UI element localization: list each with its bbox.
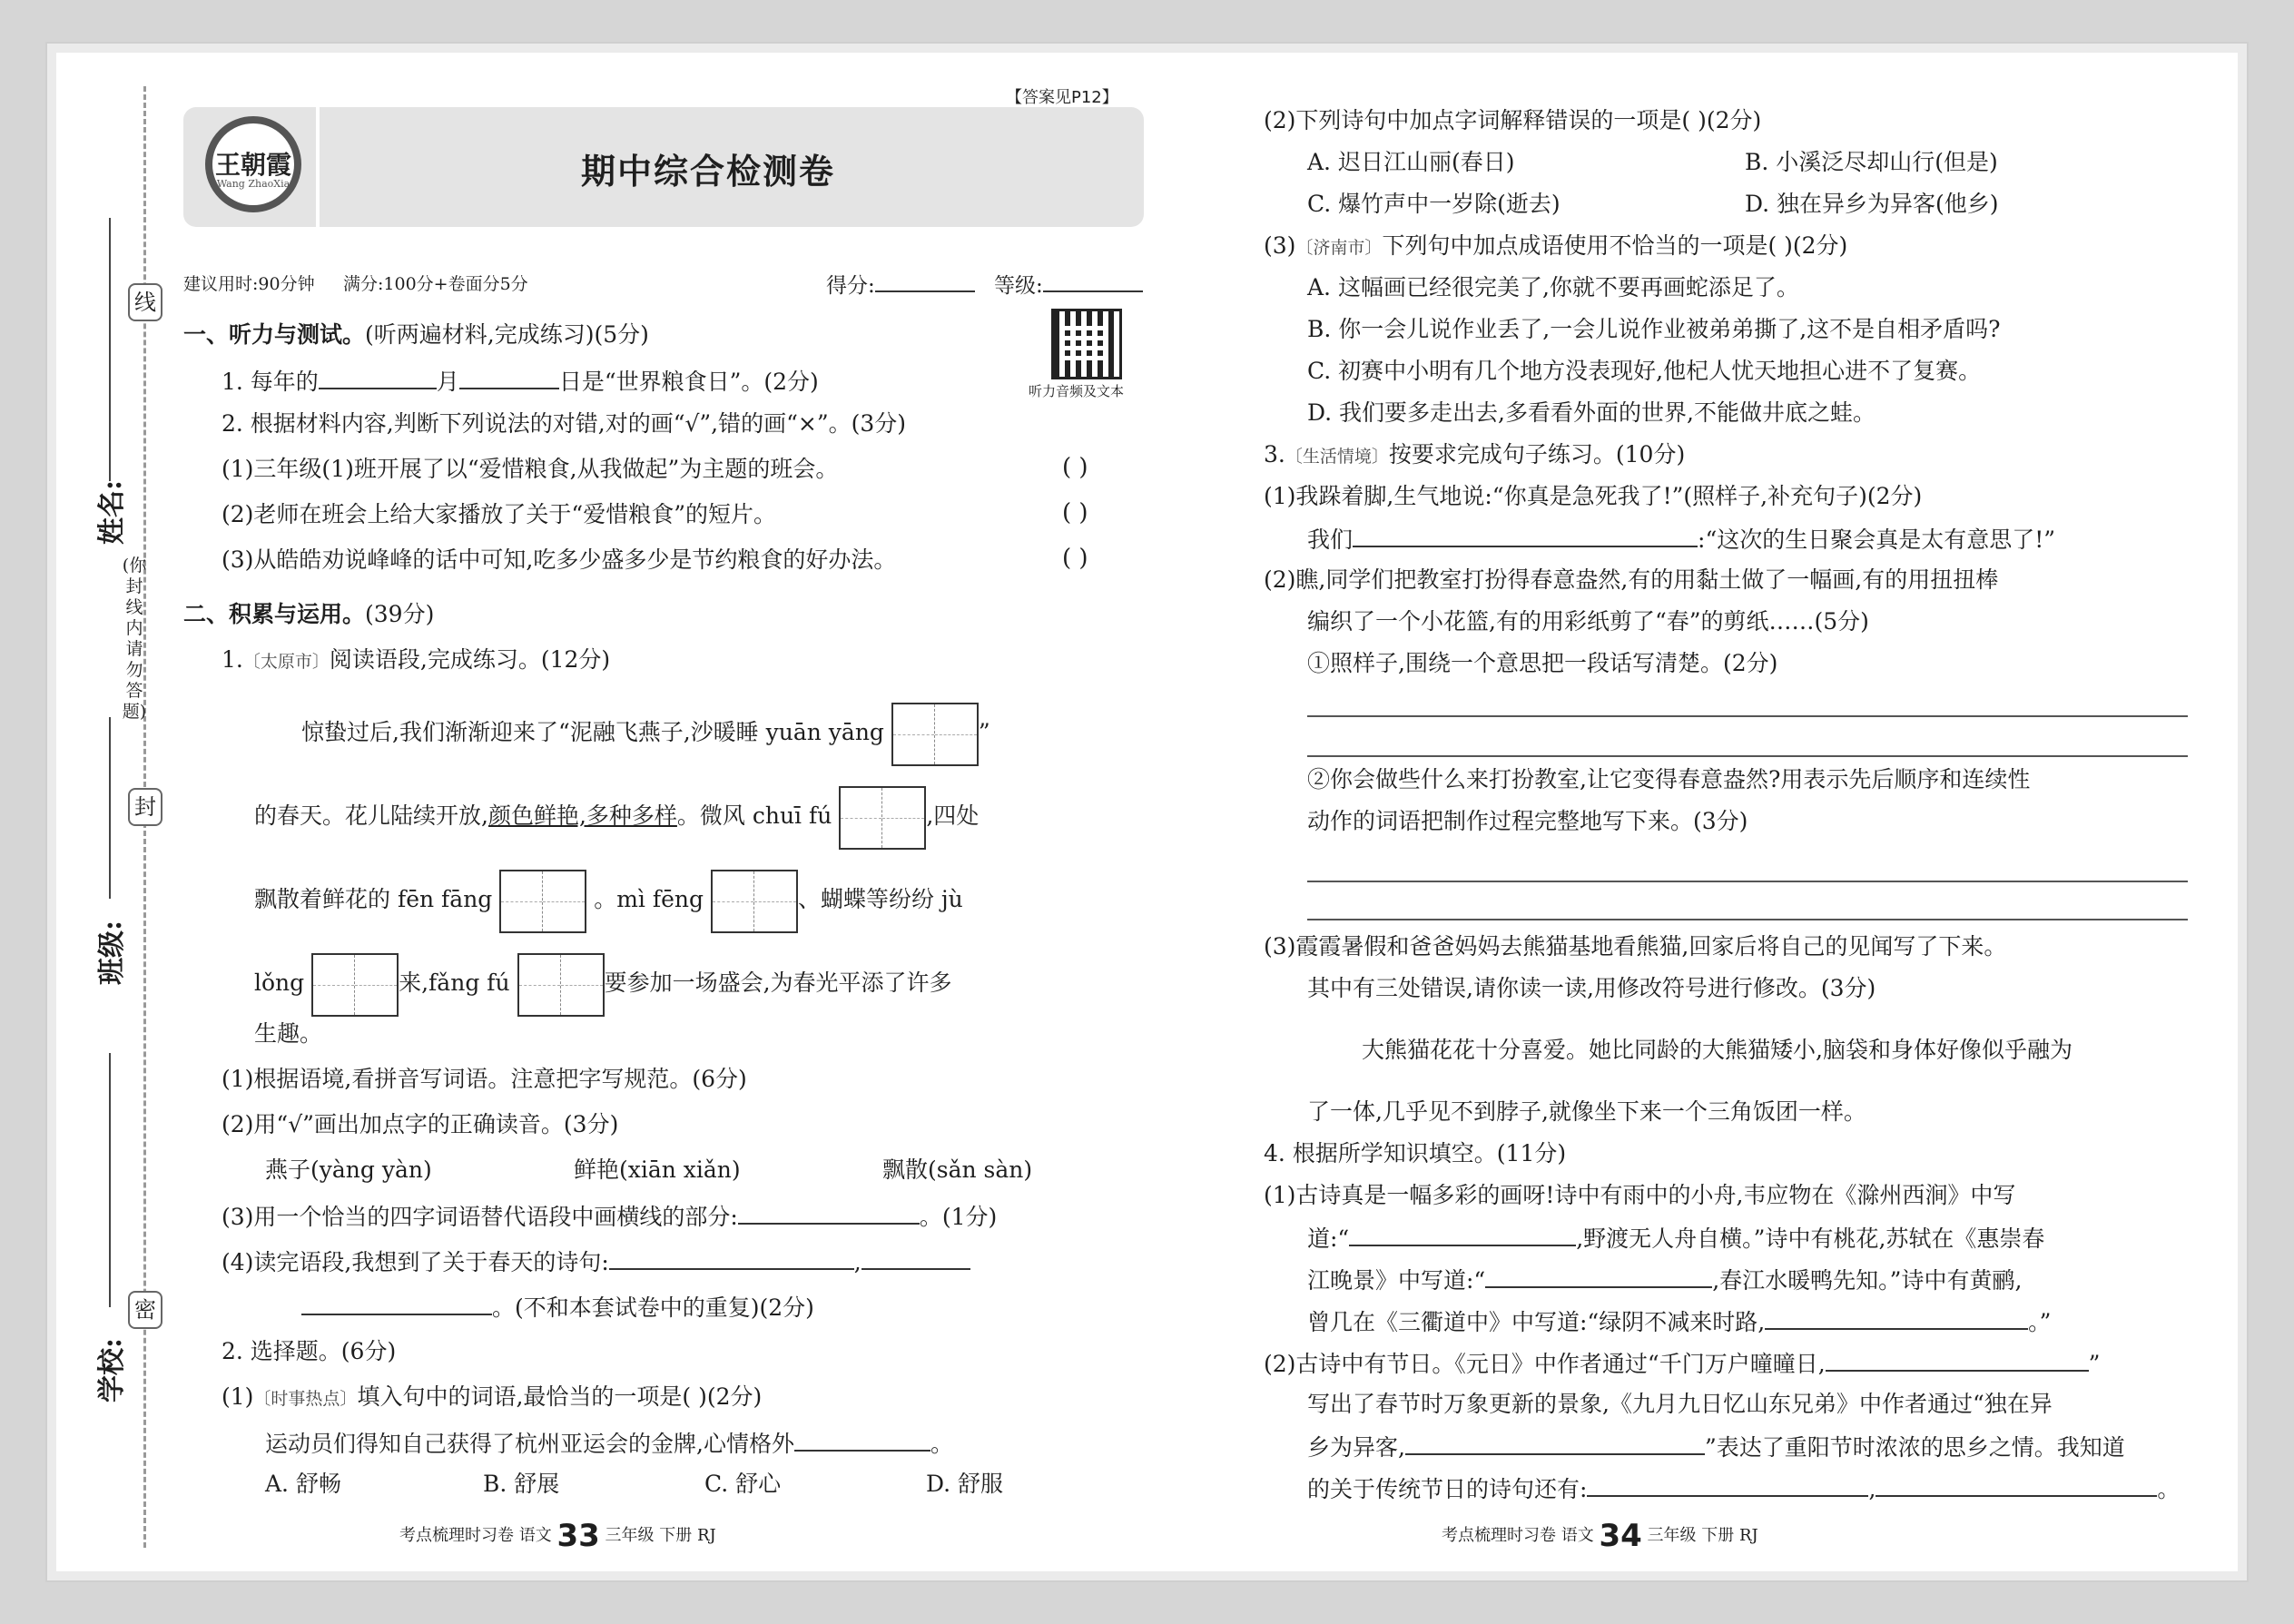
q2-2-2: (2)下列诗句中加点字词解释错误的一项是( )(2分): [1264, 107, 1762, 133]
answer-reference: 【答案见P12】: [1006, 88, 1118, 107]
q1-text-b: 月: [436, 369, 459, 395]
underlined-phrase: 颜色鲜艳,多种多样: [487, 802, 677, 829]
footer-text: 考点梳理时习卷 语文: [1442, 1526, 1594, 1545]
pinyin-answer-grid[interactable]: [711, 870, 798, 933]
q4-1-line3: [1307, 1264, 2022, 1296]
q4-text: 的关于传统节日的诗句还有:: [1307, 1476, 1588, 1502]
q3-1-text-a: 我们: [1307, 527, 1354, 553]
footer-right: [1442, 1518, 1758, 1554]
passage-text: 、蝴蝶等纷纷 jù: [797, 886, 963, 912]
choice-option[interactable]: A. 这幅画已经很完美了,你就不要再画蛇添足了。: [1307, 274, 1799, 300]
writing-line[interactable]: [1307, 715, 2188, 717]
q3-1-fill: [1307, 523, 2055, 556]
q4-2: [1264, 1347, 2100, 1380]
q2-2-1-sentence: 运动员们得知自己获得了杭州亚运会的金牌,心情格外 。: [265, 1427, 953, 1460]
q2-2-1: [222, 1382, 762, 1414]
section-2-title: 二、积累与运用。: [183, 601, 366, 627]
q4-2-line4: [1307, 1472, 2180, 1505]
q2-1-sub4-cont: [301, 1291, 814, 1324]
poem-blank[interactable]: [1485, 1264, 1712, 1288]
score-label: 得分:: [826, 274, 875, 298]
q1-blank-day[interactable]: [459, 365, 559, 389]
q4-text: 江晚景》中写道:“: [1307, 1267, 1486, 1294]
passage-line-2: [254, 784, 979, 850]
q4-text: 。: [2157, 1476, 2181, 1502]
sentence-blank[interactable]: [1353, 523, 1698, 547]
choice-option[interactable]: A. 舒畅: [265, 1471, 341, 1497]
region-tag: 〔太原市〕: [242, 652, 330, 672]
passage-text: 。微风 chuī fú: [676, 802, 832, 829]
q2-1-sub3: [222, 1200, 997, 1233]
answer-paren[interactable]: ( ): [1062, 545, 1088, 572]
q4-heading: 4. 根据所学知识填空。(11分): [1264, 1140, 1567, 1166]
passage-text: 的春天。花儿陆续开放,: [254, 802, 488, 829]
q1-2: 2. 根据材料内容,判断下列说法的对错,对的画“√”,错的画“×”。(3分): [222, 410, 907, 437]
q1-1: [222, 365, 819, 398]
choice-option[interactable]: D. 独在异乡为异客(他乡): [1745, 191, 1999, 217]
q4-text: ,野渡无人舟自横。”诗中有桃花,苏轼在《惠崇春: [1576, 1225, 2045, 1252]
pinyin-answer-grid[interactable]: [891, 703, 979, 766]
header-divider: [316, 107, 320, 227]
q2-1-sub4: (4)读完语段,我想到了关于春天的诗句: ,: [222, 1245, 970, 1278]
q2-1-heading: [222, 645, 610, 677]
choice-option[interactable]: B. 舒展: [483, 1471, 560, 1497]
q2-1-sub4-end: 。(不和本套试卷中的重复)(2分): [492, 1294, 814, 1321]
q4-text: 乡为异客,: [1307, 1434, 1405, 1461]
q3-2-2-cont: 动作的词语把制作过程完整地写下来。(3分): [1307, 808, 1748, 834]
name-line: [109, 218, 111, 481]
passage-text: lǒng: [254, 969, 305, 996]
qr-caption: 听力音频及文本: [1029, 383, 1125, 399]
logo-subtext: Wang ZhaoXia: [216, 178, 290, 190]
grade-label: 等级:: [994, 274, 1043, 298]
choice-option[interactable]: D. 我们要多走出去,多看看外面的世界,不能做井底之蛙。: [1307, 399, 1876, 426]
passage-text: 。mì fēng: [594, 886, 704, 912]
poem-blank[interactable]: [1587, 1472, 1868, 1497]
life-scene-tag: 〔生活情境〕: [1285, 447, 1389, 467]
q3-3-cont: 其中有三处错误,请你读一读,用修改符号进行修改。(3分): [1307, 975, 1876, 1001]
page-number: 33: [556, 1518, 600, 1554]
full-score: 满分:100分+卷面分5分: [343, 274, 528, 294]
section-1-heading: [183, 320, 649, 350]
poem-blank[interactable]: [861, 1245, 970, 1270]
q1-2-item: (3)从皓皓劝说峰峰的话中可知,吃多少盛多少是节约粮食的好办法。: [222, 546, 897, 573]
class-label: 班级:: [96, 920, 128, 985]
school-label: 学校:: [96, 1337, 128, 1403]
correction-passage-cont: 了一体,几乎见不到脖子,就像坐下来一个三角饭团一样。: [1307, 1098, 1866, 1125]
q4-2-line2: 写出了春节时万象更新的景象,《九月九日忆山东兄弟》中作者通过“独在异: [1307, 1391, 2053, 1417]
q1-2-item: (2)老师在班会上给大家播放了关于“爱惜粮食”的短片。: [222, 501, 776, 527]
q3-heading: [1264, 439, 1685, 472]
q2-1-sub1: (1)根据语境,看拼音写词语。注意把字写规范。(6分): [222, 1066, 747, 1092]
q4-text: ”: [2088, 1351, 2101, 1377]
passage-text: ”: [978, 719, 990, 745]
school-line: [109, 1053, 111, 1307]
q1-2-item: (1)三年级(1)班开展了以“爱惜粮食,从我做起”为主题的班会。: [222, 456, 839, 482]
passage-line-5: 生趣。: [254, 1020, 323, 1047]
q4-text: ”表达了重阳节时浓浓的思乡之情。我知道: [1704, 1434, 2125, 1461]
idiom-blank[interactable]: [738, 1200, 920, 1225]
q2-1-sub3-end: 。(1分): [919, 1204, 998, 1230]
q1-text-a: 1. 每年的: [222, 369, 319, 395]
pronunciation-option[interactable]: 鲜艳(xiān xiǎn): [574, 1156, 741, 1183]
footer-text: 三年级 下册 RJ: [605, 1526, 716, 1545]
binding-char-seal: 封: [128, 788, 162, 826]
q2-2-1-sentence-text: 运动员们得知自己获得了杭州亚运会的金牌,心情格外: [265, 1431, 794, 1457]
q4-text: ,: [1868, 1476, 1876, 1502]
q2-1-sub4-text: (4)读完语段,我想到了关于春天的诗句:: [222, 1249, 609, 1275]
poem-blank[interactable]: [1765, 1305, 2028, 1330]
passage-text: 飘散着鲜花的 fēn fāng: [254, 886, 493, 912]
q2-2-1-number: (1): [222, 1383, 254, 1410]
q3-1-text-b: :“这次的生日聚会真是太有意思了!”: [1698, 527, 2056, 553]
q4-text: (2)古诗中有节日。《元日》中作者通过“千门万户曈曈日,: [1264, 1351, 1826, 1377]
section-1-title: 一、听力与测试。: [183, 321, 366, 348]
q2-2-3-text: 下列句中加点成语使用不恰当的一项是( )(2分): [1382, 232, 1848, 259]
poem-blank[interactable]: [1876, 1472, 2157, 1497]
q2-1-text: 阅读语段,完成练习。(12分): [329, 646, 611, 673]
passage-text: 要参加一场盛会,为春光平添了许多: [604, 969, 952, 996]
writing-line[interactable]: [1307, 919, 2188, 920]
pinyin-answer-grid[interactable]: [517, 953, 605, 1017]
time-limit: 建议用时:90分钟: [183, 274, 315, 294]
page-number: 34: [1599, 1518, 1642, 1554]
section-1-note: (听两遍材料,完成练习)(5分): [365, 321, 649, 348]
passage-text: 来,fǎng fú: [399, 969, 510, 996]
choice-option[interactable]: A. 迟日江山丽(春日): [1307, 149, 1515, 175]
q4-text: 。”: [2028, 1309, 2052, 1335]
writing-line[interactable]: [1307, 881, 2188, 882]
q3-text: 按要求完成句子练习。(10分): [1388, 441, 1686, 468]
section-2-heading: [183, 599, 434, 630]
q3-2-1: ①照样子,围绕一个意思把一段话写清楚。(2分): [1307, 650, 1778, 676]
poem-blank[interactable]: [609, 1245, 854, 1270]
footer-text: 三年级 下册 RJ: [1647, 1526, 1758, 1545]
correction-passage: 大熊猫花花十分喜爱。她比同龄的大熊猫矮小,脑袋和身体好像似乎融为: [1362, 1037, 2072, 1063]
choice-option[interactable]: D. 舒服: [926, 1471, 1004, 1497]
passage-line-3: [254, 868, 963, 933]
q3-2: (2)瞧,同学们把教室打扮得春意盎然,有的用黏土做了一幅画,有的用扭扭棒: [1264, 566, 1999, 593]
q2-1-sub3-text: (3)用一个恰当的四字词语替代语段中画横线的部分:: [222, 1204, 738, 1230]
answer-paren[interactable]: ( ): [1062, 499, 1088, 527]
q4-text: 曾几在《三衢道中》中写道:“绿阴不减来时路,: [1307, 1309, 1766, 1335]
q3-2-cont: 编织了一个小花篮,有的用彩纸剪了“春”的剪纸……(5分): [1307, 608, 1869, 635]
grade-field: [994, 269, 1143, 299]
score-field: [826, 269, 975, 299]
qr-code-icon[interactable]: [1051, 309, 1122, 379]
section-2-score: (39分): [365, 601, 435, 627]
footer-text: 考点梳理时习卷 语文: [399, 1526, 552, 1545]
choice-option[interactable]: C. 爆竹声中一岁除(逝去): [1307, 191, 1561, 217]
q2-2-1-text: 填入句中的词语,最恰当的一项是( )(2分): [357, 1383, 763, 1410]
passage-text: ,四处: [926, 802, 980, 829]
poem-blank[interactable]: [1349, 1222, 1576, 1246]
logo-text: 王朝霞: [214, 150, 291, 180]
q4-text: 道:“: [1307, 1225, 1350, 1252]
q4-1-line4: [1307, 1305, 2051, 1338]
passage-line-4: [254, 951, 952, 1017]
q3-1: (1)我跺着脚,生气地说:“你真是急死我了!”(照样子,补充句子)(2分): [1264, 483, 1923, 509]
binding-char-secret: 密: [128, 1291, 162, 1329]
q3-number: 3.: [1264, 441, 1285, 468]
footer-left: [399, 1518, 716, 1554]
choice-option[interactable]: C. 初赛中小明有几个地方没表现好,他杞人忧天地担心进不了复赛。: [1307, 358, 1982, 384]
q4-1-line2: [1307, 1222, 2044, 1255]
binding-char-line: 线: [128, 283, 162, 321]
passage-text: 惊蛰过后,我们渐渐迎来了“泥融飞燕子,沙暖睡 yuān yāng: [301, 719, 884, 745]
q4-2-line3: [1307, 1431, 2125, 1463]
pinyin-answer-grid[interactable]: [311, 953, 399, 1017]
q1-text-c: 日是“世界粮食日”。(2分): [558, 369, 819, 395]
hot-topic-tag: 〔时事热点〕: [253, 1389, 358, 1409]
name-label: 姓名:: [96, 479, 128, 545]
answer-paren[interactable]: ( ): [1062, 454, 1088, 481]
q2-2-3-number: (3): [1264, 232, 1296, 259]
poem-blank[interactable]: [1405, 1431, 1705, 1455]
choice-option[interactable]: B. 小溪泛尽却山行(但是): [1745, 149, 1998, 175]
binding-note: (你封线内请勿答题): [122, 556, 147, 722]
grade-blank[interactable]: [1043, 270, 1143, 292]
q4-1: (1)古诗真是一幅多彩的画呀!诗中有雨中的小舟,韦应物在《滁州西涧》中写: [1264, 1182, 2016, 1208]
poem-blank[interactable]: [1826, 1347, 2089, 1372]
choice-option[interactable]: C. 舒心: [704, 1471, 782, 1497]
q3-2-2: ②你会做些什么来打扮教室,让它变得春意盎然?用表示先后顺序和连续性: [1307, 766, 2031, 792]
q1-blank-month[interactable]: [319, 365, 437, 389]
pinyin-answer-grid[interactable]: [499, 870, 586, 933]
q4-text: ,春江水暖鸭先知。”诗中有黄鹂,: [1712, 1267, 2023, 1294]
region-tag: 〔济南市〕: [1295, 238, 1383, 258]
q3-3: (3)霞霞暑假和爸爸妈妈去熊猫基地看熊猫,回家后将自己的见闻写了下来。: [1264, 933, 2007, 960]
q2-2-3: [1264, 231, 1847, 263]
brand-logo: [205, 116, 301, 212]
pinyin-answer-grid[interactable]: [839, 786, 926, 850]
choice-option[interactable]: B. 你一会儿说作业丢了,一会儿说作业被弟弟撕了,这不是自相矛盾吗?: [1307, 316, 2001, 342]
q2-1-sub2: (2)用“√”画出加点字的正确读音。(3分): [222, 1111, 619, 1137]
poem-blank[interactable]: [301, 1291, 492, 1315]
passage-line-1: [301, 701, 990, 766]
choice-blank[interactable]: [794, 1427, 930, 1452]
pronunciation-option[interactable]: 燕子(yàng yàn): [265, 1156, 432, 1183]
q2-1-number: 1.: [222, 646, 243, 673]
q2-2-heading: 2. 选择题。(6分): [222, 1338, 397, 1364]
page-title: 期中综合检测卷: [581, 152, 836, 192]
score-blank[interactable]: [875, 270, 975, 292]
writing-line[interactable]: [1307, 755, 2188, 757]
class-line: [109, 717, 111, 899]
pronunciation-option[interactable]: 飘散(sǎn sàn): [882, 1156, 1033, 1183]
